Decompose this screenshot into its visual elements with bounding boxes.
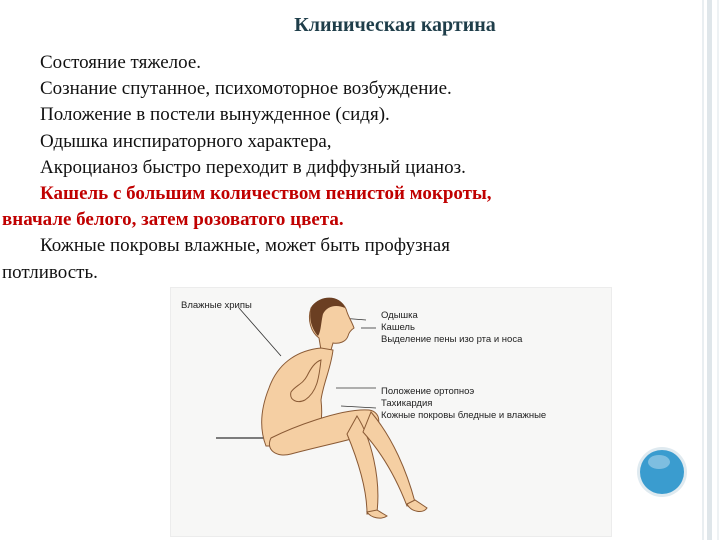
highlight-line: Кашель с большим количеством пенистой мокроты, <box>40 183 492 205</box>
slide-decoration-circle <box>640 450 684 494</box>
bullet-line: Состояние тяжелое. <box>40 52 202 73</box>
label-rales: Влажные хрипы <box>181 300 252 311</box>
label-skin: Кожные покровы бледные и влажные <box>381 410 547 421</box>
right-decoration <box>694 0 720 540</box>
bullet-line: Сознание спутанное, психомоторное возбуждение. <box>40 78 452 100</box>
slide-body <box>2 50 622 286</box>
highlight-line: вначале белого, затем розоватого цвета. <box>2 209 344 231</box>
leader-line <box>239 308 281 356</box>
orthopnea-illustration <box>170 287 612 537</box>
leader-line <box>341 406 376 408</box>
label-dyspnea: Одышка <box>381 310 418 321</box>
foot <box>367 510 387 518</box>
label-tachycardia: Тахикардия <box>381 398 433 409</box>
decor-stripe <box>717 0 719 540</box>
decor-stripe <box>702 0 704 540</box>
bullet-line: потливость. <box>2 261 98 283</box>
decor-stripe <box>707 0 712 540</box>
label-cough: Кашель <box>381 322 415 333</box>
slide-title: Клиническая картина <box>294 14 496 36</box>
label-orthopnea: Положение ортопноэ <box>381 386 475 397</box>
bullet-line: Положение в постели вынужденное (сидя). <box>40 104 390 126</box>
label-foam: Выделение пены изо рта и носа <box>381 334 523 345</box>
bullet-line: Кожные покровы влажные, может быть профузная <box>40 235 450 257</box>
bullet-line: Акроцианоз быстро переходит в диффузный цианоз. <box>40 156 466 178</box>
bullet-line: Одышка инспираторного характера, <box>40 130 332 152</box>
